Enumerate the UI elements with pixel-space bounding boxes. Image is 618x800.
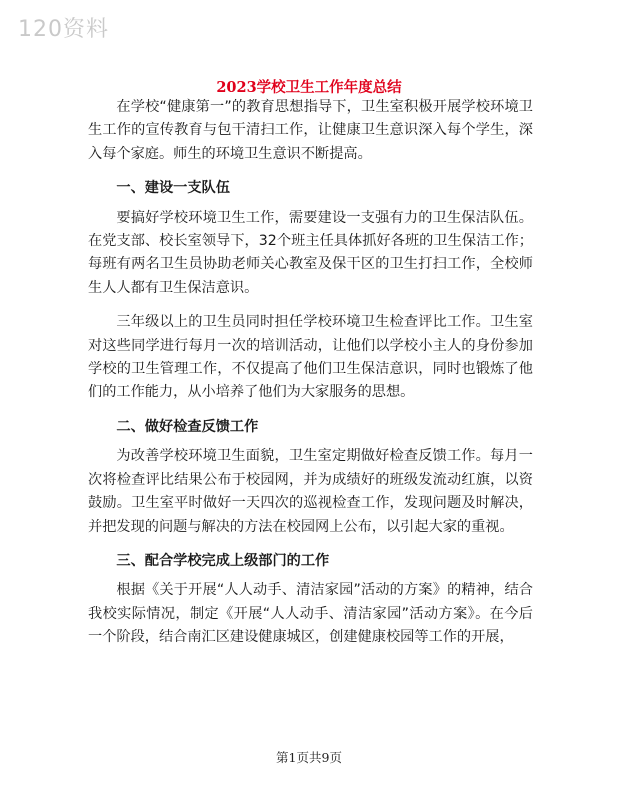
section-heading-1: 一、建设一支队伍 xyxy=(116,180,230,197)
document-body xyxy=(88,96,533,650)
section-1-paragraph-2: 三年级以上的卫生员同时担任学校环境卫生检查评比工作。卫生室对这些同学进行每月一次的培训活动，让他们以学校小主人的身份参加学校的卫生管理工作，不仅提高了他们卫生保洁意识，同时也锻炼了他们的工作能力，从小培养了他们为大家服务的思想。 xyxy=(88,314,533,401)
section-2-paragraph-1: 为改善学校环境卫生面貌，卫生室定期做好检查反馈工作。每月一次将检查评比结果公布于校园网，并为成绩好的班级发流动红旗，以资鼓励。卫生室平时做好一天四次的巡视检查工作，发现问题及时解决，并把发现的问题与解决的方法在校园网上公布，以引起大家的重视。 xyxy=(88,448,533,535)
section-heading-3: 三、配合学校完成上级部门的工作 xyxy=(116,552,330,569)
section-heading-2: 二、做好检查反馈工作 xyxy=(116,418,259,435)
page-footer: 第1页共9页 xyxy=(276,750,342,765)
watermark: 120资料 xyxy=(18,17,109,42)
page-title: 2023学校卫生工作年度总结 xyxy=(216,79,402,96)
section-3-paragraph-1: 根据《关于开展“人人动手、清洁家园”活动的方案》的精神，结合我校实际情况，制定《开展“人人动手、清洁家园”活动方案》。在今后一个阶段，结合南汇区建设健康城区，创建健康校园等工作的开展， xyxy=(88,582,533,646)
section-1-paragraph-1: 要搞好学校环境卫生工作，需要建设一支强有力的卫生保洁队伍。在党支部、校长室领导下，32个班主任具体抓好各班的卫生保洁工作；每班有两名卫生员协助老师关心教室及保干区的卫生打扫工作，全校师生人人都有卫生保洁意识。 xyxy=(88,209,533,296)
intro-paragraph: 在学校“健康第一”的教育思想指导下，卫生室积极开展学校环境卫生工作的宣传教育与包干清扫工作，让健康卫生意识深入每个学生，深入每个家庭。师生的环境卫生意识不断提高。 xyxy=(88,99,533,162)
